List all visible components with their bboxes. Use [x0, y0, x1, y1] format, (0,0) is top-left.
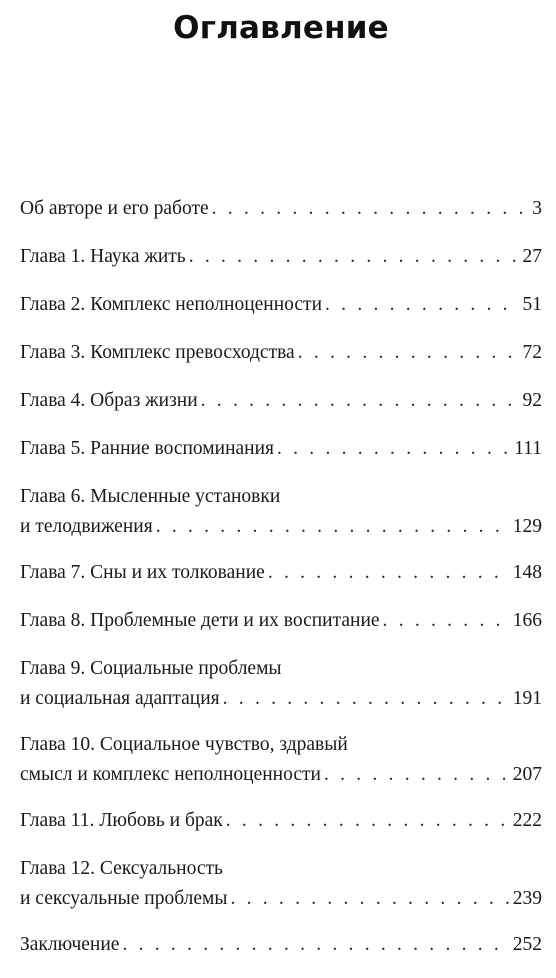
dot-leader [226, 806, 510, 836]
toc-entry[interactable] [20, 654, 542, 714]
toc-entry[interactable] [20, 854, 542, 914]
toc-entry-title-line2: смысл и комплекс неполноценности [20, 764, 321, 785]
toc-entry-title: Глава 7. Сны и их толкование [20, 562, 265, 583]
toc-entry-title-line1: Глава 10. Социальное чувство, здравый [20, 734, 348, 755]
toc-page-number: 166 [512, 610, 542, 631]
toc-entry[interactable] [20, 194, 542, 224]
toc-entry-title-line2: и сексуальные проблемы [20, 888, 228, 909]
toc-page-number: 252 [512, 934, 542, 955]
toc-page-number: 3 [532, 198, 542, 219]
dot-leader [230, 884, 509, 914]
toc-page-number: 191 [512, 688, 542, 709]
toc-entry-title: Глава 1. Наука жить [20, 246, 186, 267]
dot-leader [277, 434, 511, 464]
toc-entry[interactable] [20, 386, 542, 416]
toc-page-number: 148 [512, 562, 542, 583]
toc-entry[interactable] [20, 338, 542, 368]
toc-page-number: 207 [512, 764, 542, 785]
toc-page-number: 72 [522, 342, 542, 363]
toc-entry-title-line2: и социальная адаптация [20, 688, 220, 709]
toc-entry[interactable] [20, 290, 542, 320]
toc-entry-row [20, 290, 542, 320]
toc-entry-row [20, 806, 542, 836]
table-of-contents [20, 194, 542, 978]
toc-entry-row [20, 884, 542, 914]
page-title: Оглавление [173, 10, 389, 46]
toc-entry-title: Глава 4. Образ жизни [20, 390, 198, 411]
toc-entry-title: Глава 11. Любовь и брак [20, 810, 223, 831]
dot-leader [268, 558, 510, 588]
toc-page-number: 239 [512, 888, 542, 909]
toc-entry-title: Глава 2. Комплекс неполноценности [20, 294, 323, 315]
dot-leader [383, 606, 510, 636]
toc-entry-title: Глава 8. Проблемные дети и их воспитание [20, 610, 380, 631]
dot-leader [212, 194, 530, 224]
toc-entry[interactable] [20, 482, 542, 542]
toc-entry-title-line2: и телодвижения [20, 516, 153, 537]
toc-page-number: 222 [512, 810, 542, 831]
dot-leader [223, 684, 510, 714]
dot-leader [122, 930, 509, 960]
toc-page-number: 92 [522, 390, 542, 411]
toc-entry[interactable] [20, 434, 542, 464]
toc-entry[interactable] [20, 806, 542, 836]
dot-leader [201, 386, 520, 416]
toc-entry-title: Об авторе и его работе [20, 198, 209, 219]
toc-entry[interactable] [20, 606, 542, 636]
toc-entry-row [20, 558, 542, 588]
toc-entry-title: Глава 5. Ранние воспоминания [20, 438, 274, 459]
toc-entry-row [20, 338, 542, 368]
toc-entry[interactable] [20, 930, 542, 960]
dot-leader [156, 512, 510, 542]
dot-leader [325, 290, 519, 320]
toc-entry-row [20, 194, 542, 224]
toc-entry[interactable] [20, 558, 542, 588]
toc-page-number: 27 [522, 246, 542, 267]
toc-entry-title-line1: Глава 12. Сексуальность [20, 858, 223, 879]
toc-entry-row [20, 930, 542, 960]
toc-entry-title-line1: Глава 9. Социальные проблемы [20, 658, 282, 679]
toc-page-number: 129 [512, 516, 542, 537]
toc-entry-title: Заключение [20, 934, 120, 955]
toc-entry-row [20, 512, 542, 542]
toc-entry-row [20, 606, 542, 636]
toc-page-number: 111 [514, 438, 542, 459]
toc-entry[interactable] [20, 242, 542, 272]
toc-entry-row [20, 242, 542, 272]
toc-entry[interactable] [20, 730, 542, 790]
toc-entry-title-line1: Глава 6. Мысленные установки [20, 486, 281, 507]
toc-page-number: 51 [522, 294, 542, 315]
dot-leader [298, 338, 520, 368]
toc-entry-row [20, 434, 542, 464]
toc-entry-row [20, 760, 542, 790]
toc-entry-title: Глава 3. Комплекс превосходства [20, 342, 295, 363]
dot-leader [189, 242, 520, 272]
dot-leader [324, 760, 510, 790]
toc-entry-row [20, 386, 542, 416]
toc-entry-row [20, 684, 542, 714]
